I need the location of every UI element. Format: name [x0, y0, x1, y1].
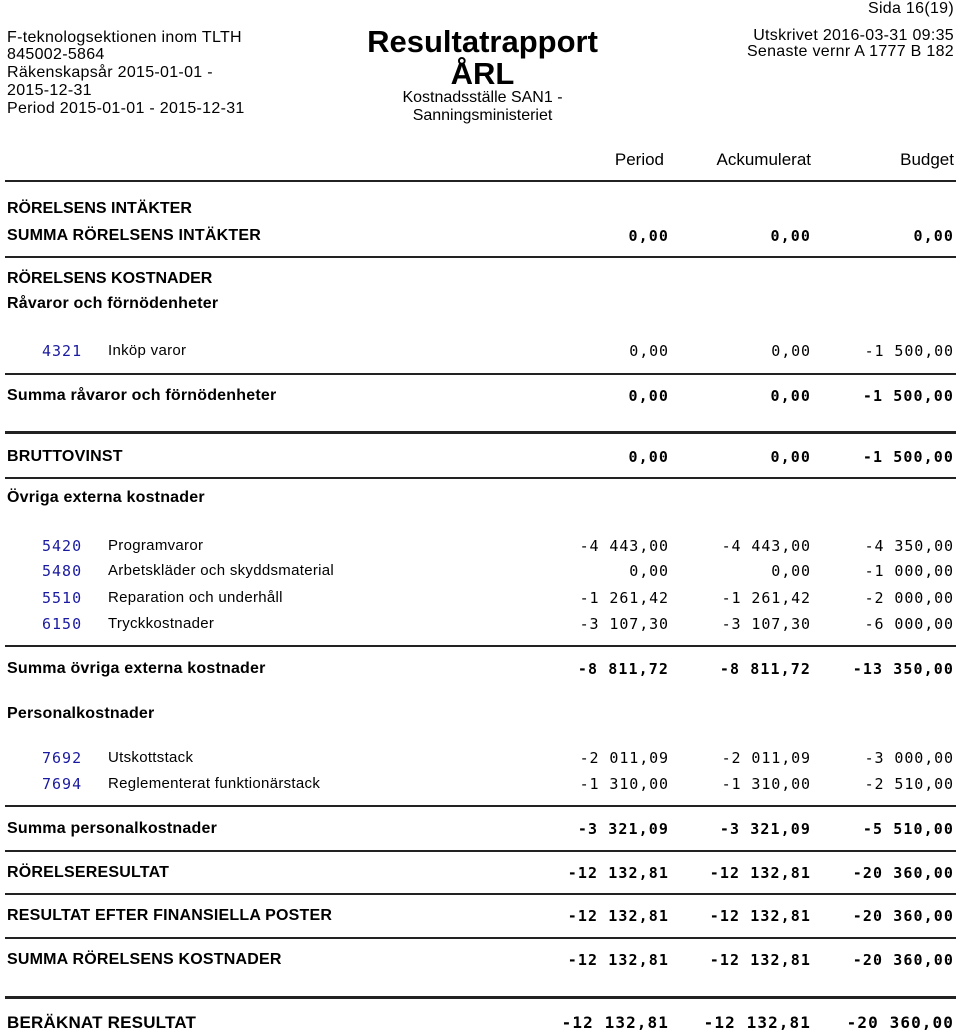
total-label: RESULTAT EFTER FINANSIELLA POSTER: [7, 907, 333, 924]
cost-center-line-2: Sanningsministeriet: [412, 107, 553, 124]
total-budget-value: -20 360,00: [852, 864, 954, 882]
total-accumulated-value: -12 132,81: [709, 864, 811, 882]
total-label: RÖRELSERESULTAT: [7, 864, 170, 881]
row-rule: [5, 477, 956, 479]
account-period-value: -4 443,00: [579, 537, 669, 555]
total-label: SUMMA RÖRELSENS KOSTNADER: [7, 951, 282, 968]
account-period-value: 0,00: [629, 342, 669, 360]
total-label: SUMMA RÖRELSENS INTÄKTER: [7, 227, 261, 244]
subtotal-label: Summa personalkostnader: [7, 820, 217, 837]
total-period-value: -12 132,81: [567, 907, 669, 925]
total-period-value: -12 132,81: [567, 951, 669, 969]
account-accumulated-value: -1 310,00: [721, 775, 811, 793]
row-rule: [5, 850, 956, 852]
account-name: Inköp varor: [108, 342, 187, 359]
cost-center-line-1: Kostnadsställe SAN1 -: [402, 89, 563, 106]
grand-total-period-value: -12 132,81: [561, 1013, 669, 1032]
account-name: Utskottstack: [108, 749, 194, 766]
account-period-value: 0,00: [629, 562, 669, 580]
column-header-period: Period: [614, 150, 664, 169]
fiscal-year-line-2: 2015-12-31: [7, 82, 92, 99]
total-budget-value: -20 360,00: [852, 907, 954, 925]
subtotal-label: Summa övriga externa kostnader: [7, 660, 266, 677]
account-code: 5510: [42, 589, 83, 607]
row-rule: [5, 893, 956, 895]
account-name: Tryckkostnader: [108, 615, 215, 632]
grand-total-label: BERÄKNAT RESULTAT: [7, 1013, 197, 1032]
fiscal-year-line-1: Räkenskapsår 2015-01-01 -: [7, 64, 213, 81]
header-rule: [5, 180, 956, 182]
account-period-value: -1 261,42: [579, 589, 669, 607]
total-period-value: -12 132,81: [567, 864, 669, 882]
account-accumulated-value: 0,00: [771, 342, 811, 360]
subtotal-period-value: -3 321,09: [577, 820, 669, 838]
page-number: Sida 16(19): [867, 0, 954, 17]
subtotal-accumulated-value: -3 321,09: [719, 820, 811, 838]
account-budget-value: -2 000,00: [864, 589, 954, 607]
row-rule: [5, 431, 956, 434]
grand-total-accumulated-value: -12 132,81: [703, 1013, 811, 1032]
total-budget-value: -20 360,00: [852, 951, 954, 969]
account-accumulated-value: 0,00: [771, 562, 811, 580]
column-header-accumulated: Ackumulerat: [716, 150, 811, 169]
total-period-value: 0,00: [628, 227, 669, 245]
account-budget-value: -1 500,00: [864, 342, 954, 360]
account-code: 7692: [42, 749, 83, 767]
total-label: BRUTTOVINST: [7, 448, 123, 465]
row-rule: [5, 256, 956, 258]
group-heading: Övriga externa kostnader: [7, 489, 205, 506]
account-budget-value: -6 000,00: [864, 615, 954, 633]
last-voucher-number: Senaste vernr A 1777 B 182: [746, 43, 954, 60]
subtotal-budget-value: -1 500,00: [862, 387, 954, 405]
report-title: Resultatrapport: [367, 24, 598, 59]
account-accumulated-value: -2 011,09: [721, 749, 811, 767]
account-code: 5480: [42, 562, 83, 580]
total-period-value: 0,00: [628, 448, 669, 466]
total-accumulated-value: 0,00: [770, 448, 811, 466]
account-name: Reparation och underhåll: [108, 589, 283, 606]
total-accumulated-value: -12 132,81: [709, 951, 811, 969]
account-accumulated-value: -1 261,42: [721, 589, 811, 607]
organization-name: F-teknologsektionen inom TLTH: [7, 29, 242, 46]
account-budget-value: -1 000,00: [864, 562, 954, 580]
group-heading: Personalkostnader: [7, 705, 155, 722]
row-rule: [5, 805, 956, 807]
account-budget-value: -3 000,00: [864, 749, 954, 767]
subtotal-accumulated-value: -8 811,72: [719, 660, 811, 678]
account-name: Programvaror: [108, 537, 204, 554]
account-period-value: -3 107,30: [579, 615, 669, 633]
total-budget-value: -1 500,00: [862, 448, 954, 466]
group-heading: Råvaror och förnödenheter: [7, 295, 219, 312]
organization-number: 845002-5864: [7, 46, 105, 63]
total-budget-value: 0,00: [913, 227, 954, 245]
section-heading: RÖRELSENS KOSTNADER: [7, 270, 213, 287]
printed-timestamp: Utskrivet 2016-03-31 09:35: [753, 27, 954, 44]
report-subtitle: ÅRL: [450, 56, 515, 91]
row-rule: [5, 996, 956, 999]
account-budget-value: -2 510,00: [864, 775, 954, 793]
account-code: 4321: [42, 342, 83, 360]
row-rule: [5, 937, 956, 939]
subtotal-budget-value: -5 510,00: [862, 820, 954, 838]
subtotal-label: Summa råvaror och förnödenheter: [7, 387, 277, 404]
account-budget-value: -4 350,00: [864, 537, 954, 555]
subtotal-period-value: -8 811,72: [577, 660, 669, 678]
account-accumulated-value: -3 107,30: [721, 615, 811, 633]
grand-total-budget-value: -20 360,00: [846, 1013, 954, 1032]
subtotal-accumulated-value: 0,00: [770, 387, 811, 405]
subtotal-period-value: 0,00: [628, 387, 669, 405]
section-heading: RÖRELSENS INTÄKTER: [7, 200, 192, 217]
column-header-budget: Budget: [900, 150, 954, 169]
account-code: 6150: [42, 615, 83, 633]
account-period-value: -1 310,00: [579, 775, 669, 793]
total-accumulated-value: -12 132,81: [709, 907, 811, 925]
account-name: Reglementerat funktionärstack: [108, 775, 321, 792]
account-code: 7694: [42, 775, 83, 793]
subtotal-budget-value: -13 350,00: [852, 660, 954, 678]
report-period: Period 2015-01-01 - 2015-12-31: [7, 100, 245, 117]
total-accumulated-value: 0,00: [770, 227, 811, 245]
account-code: 5420: [42, 537, 83, 555]
account-accumulated-value: -4 443,00: [721, 537, 811, 555]
row-rule: [5, 645, 956, 647]
account-name: Arbetskläder och skyddsmaterial: [108, 562, 335, 579]
row-rule: [5, 373, 956, 375]
account-period-value: -2 011,09: [579, 749, 669, 767]
